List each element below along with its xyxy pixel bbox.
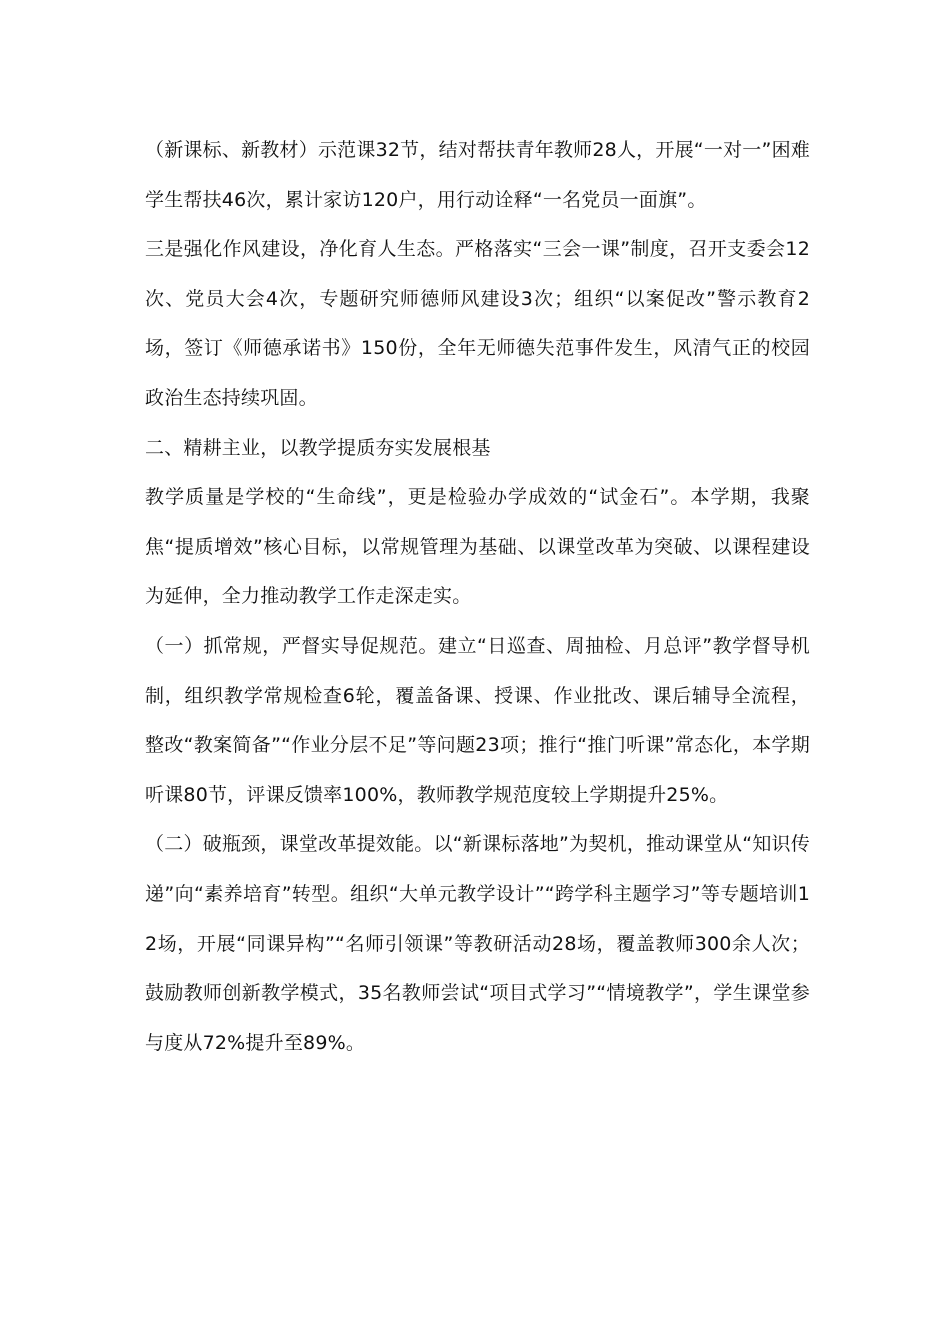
- document-body: [145, 126, 810, 1068]
- section-heading-teaching: 二、精耕主业，以教学提质夯实发展根基: [145, 436, 491, 459]
- paragraph-routine-management: （一）抓常规，严督实导促规范。建立“日巡查、周抽检、月总评”教学督导机制，组织教学常规检查6轮，覆盖备课、授课、作业批改、课后辅导全流程，整改“教案简备”“作业分层不足”等问题23项；推行“推门听课”常态化，本学期听课80节，评课反馈率100%，教师教学规范度较上学期提升25%。: [145, 634, 810, 806]
- paragraph-work-style: 三是强化作风建设，净化育人生态。严格落实“三会一课”制度，召开支委会12次、党员大会4次，专题研究师德师风建设3次；组织“以案促改”警示教育2场，签订《师德承诺书》150份，全年无师德失范事件发生，风清气正的校园政治生态持续巩固。: [145, 238, 810, 409]
- paragraph-teaching-quality: 教学质量是学校的“生命线”，更是检验办学成效的“试金石”。本学期，我聚焦“提质增效”核心目标，以常规管理为基础、以课堂改革为突破、以课程建设为延伸，全力推动教学工作走深走实。: [145, 486, 810, 608]
- paragraph-classroom-reform: （二）破瓶颈，课堂改革提效能。以“新课标落地”为契机，推动课堂从“知识传递”向“素养培育”转型。组织“大单元教学设计”“跨学科主题学习”等专题培训12场，开展“同课异构”“名师引领课”等教研活动28场，覆盖教师300余人次；鼓励教师创新教学模式，35名教师尝试“项目式学习”“情境教学”，学生课堂参与度从72%提升至89%。: [145, 833, 810, 1054]
- paragraph-party-service: （新课标、新教材）示范课32节，结对帮扶青年教师28人，开展“一对一”困难学生帮扶46次，累计家访120户，用行动诠释“一名党员一面旗”。: [145, 139, 810, 211]
